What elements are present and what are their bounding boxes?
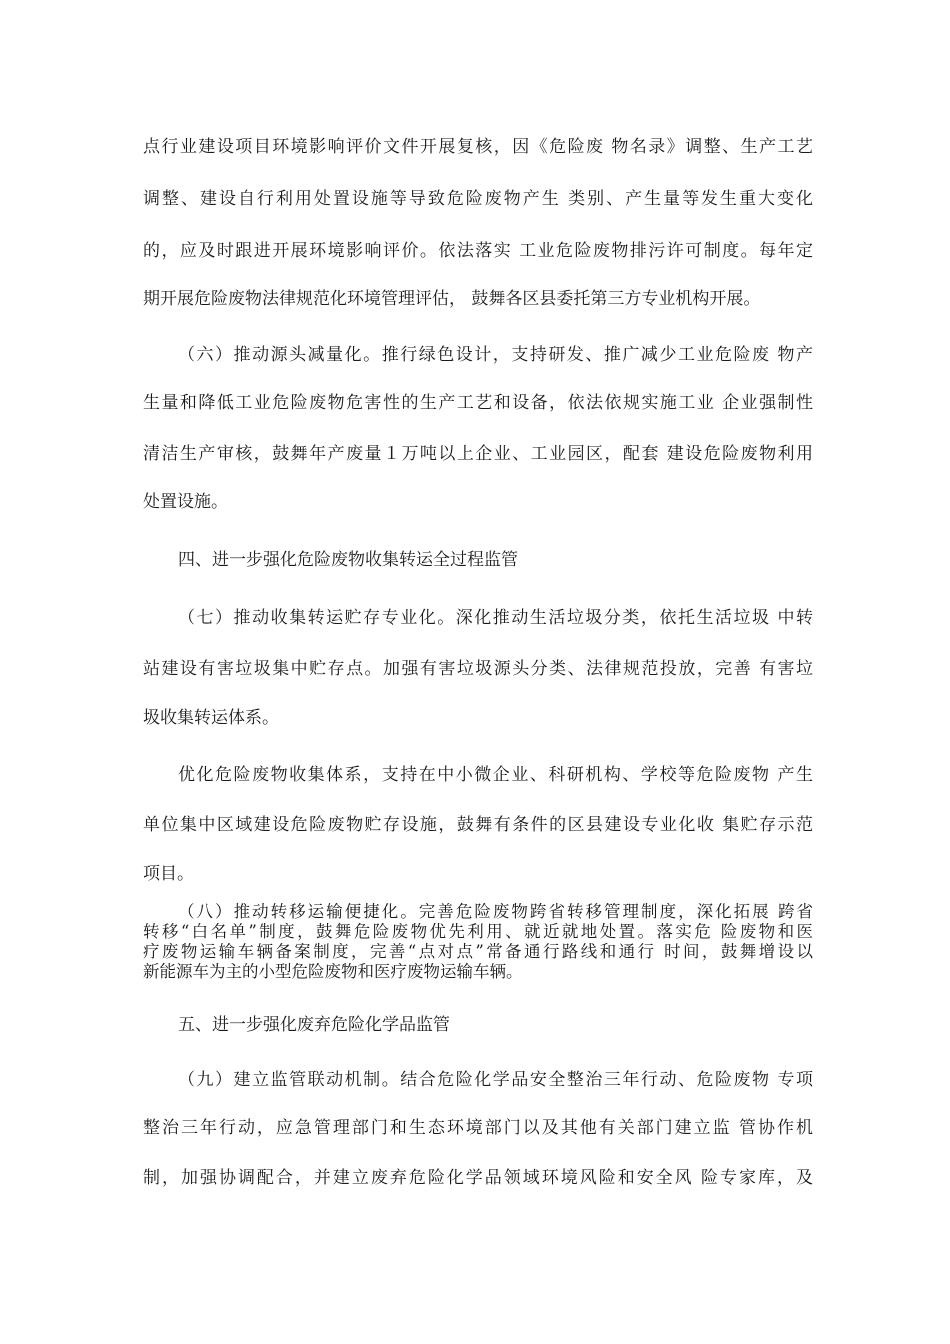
text-line: 优化危险废物收集体系，支持在中小微企业、科研机构、学校等危险废物 产生: [178, 765, 813, 785]
text-line: 项目。: [143, 864, 194, 884]
text-line: （九）建立监管联动机制。结合危险化学品安全整治三年行动、危险废物 专项: [178, 1070, 813, 1090]
text-line: 站建设有害垃圾集中贮存点。加强有害垃圾源头分类、法律规范投放，完善 有害垃: [143, 659, 813, 679]
text-line: （八）推动转移运输便捷化。完善危险废物跨省转移管理制度，深化拓展 跨省: [178, 902, 813, 921]
text-line: 单位集中区域建设危险废物贮存设施，鼓舞有条件的区县建设专业化收 集贮存示范: [143, 815, 813, 835]
text-line: 调整、建设自行利用处置设施等导致危险废物产生 类别、产生量等发生重大变化: [143, 189, 813, 209]
text-line: 点行业建设项目环境影响评价文件开展复核，因《危险废 物名录》调整、生产工艺: [143, 137, 813, 157]
section-heading: 五、进一步强化废弃危险化学品监管: [178, 1015, 450, 1035]
text-line: （七）推动收集转运贮存专业化。深化推动生活垃圾分类，依托生活垃圾 中转: [178, 608, 813, 628]
text-line: 清洁生产审核，鼓舞年产废量１万吨以上企业、工业园区，配套 建设危险废物利用: [143, 444, 813, 464]
text-line: 处置设施。: [143, 492, 228, 512]
text-line: 生量和降低工业危险废物危害性的生产工艺和设备，依法依规实施工业 企业强制性: [143, 393, 813, 413]
text-line: （六）推动源头减量化。推行绿色设计，支持研发、推广减少工业危险废 物产: [178, 345, 813, 365]
text-line: 圾收集转运体系。: [143, 708, 279, 728]
text-line: 制，加强协调配合，并建立废弃危险化学品领域环境风险和安全风 险专家库，及: [143, 1168, 813, 1188]
text-line: 的，应及时跟进开展环境影响评价。依法落实 工业危险废物排污许可制度。每年定: [143, 241, 813, 261]
text-line: 新能源车为主的小型危险废物和医疗废物运输车辆。: [143, 962, 523, 981]
section-heading: 四、进一步强化危险废物收集转运全过程监管: [178, 550, 518, 570]
text-line: 疗废物运输车辆备案制度，完善“点对点”常备通行路线和通行 时间，鼓舞增设以: [143, 942, 813, 961]
text-line: 转移“白名单”制度，鼓舞危险废物优先利用、就近就地处置。落实危 险废物和医: [143, 922, 813, 941]
text-line: 期开展危险废物法律规范化环境管理评估， 鼓舞各区县委托第三方专业机构开展。: [143, 289, 761, 309]
text-line: 整治三年行动，应急管理部门和生态环境部门以及其他有关部门建立监 管协作机: [143, 1118, 813, 1138]
